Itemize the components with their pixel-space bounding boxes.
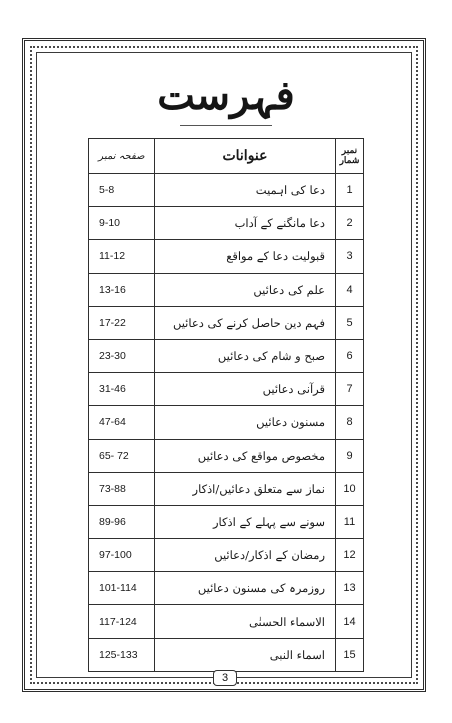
row-pages: 47-64 <box>89 406 155 439</box>
row-title: علم کی دعائیں <box>155 273 336 306</box>
row-title: نماز سے متعلق دعائیں/اذکار <box>155 472 336 505</box>
row-title: دعا کی اہمیت <box>155 174 336 207</box>
row-pages: 97-100 <box>89 539 155 572</box>
row-title: قبولیت دعا کے مواقع <box>155 240 336 273</box>
row-title: مسنون دعائیں <box>155 406 336 439</box>
page-title: فہرست <box>157 72 295 119</box>
row-number: 3 <box>336 240 364 273</box>
header-page: صفحہ نمبر <box>89 139 155 174</box>
row-title: سونے سے پہلے کے اذکار <box>155 505 336 538</box>
row-pages: 9-10 <box>89 207 155 240</box>
table-row <box>89 373 364 406</box>
row-number: 11 <box>336 505 364 538</box>
table-row <box>89 306 364 339</box>
page-number: 3 <box>213 670 237 686</box>
row-number: 15 <box>336 638 364 671</box>
table-row <box>89 174 364 207</box>
table-row <box>89 539 364 572</box>
table-row <box>89 240 364 273</box>
row-number: 10 <box>336 472 364 505</box>
row-pages: 23-30 <box>89 339 155 372</box>
row-title: فہم دین حاصل کرنے کی دعائیں <box>155 306 336 339</box>
row-number: 9 <box>336 439 364 472</box>
header-number: نمبر شمار <box>336 139 364 174</box>
table-row <box>89 207 364 240</box>
row-number: 14 <box>336 605 364 638</box>
table-row <box>89 638 364 671</box>
row-title: صبح و شام کی دعائیں <box>155 339 336 372</box>
table-row <box>89 505 364 538</box>
row-number: 12 <box>336 539 364 572</box>
table-row <box>89 439 364 472</box>
row-title: روزمرہ کی مسنون دعائیں <box>155 572 336 605</box>
row-title: دعا مانگنے کے آداب <box>155 207 336 240</box>
row-pages: 31-46 <box>89 373 155 406</box>
table-row <box>89 406 364 439</box>
row-pages: 89-96 <box>89 505 155 538</box>
table-header-row <box>89 139 364 174</box>
row-pages: 101-114 <box>89 572 155 605</box>
row-number: 13 <box>336 572 364 605</box>
table-row <box>89 273 364 306</box>
row-number: 1 <box>336 174 364 207</box>
row-title: رمضان کے اذکار/دعائیں <box>155 539 336 572</box>
row-pages: 125-133 <box>89 638 155 671</box>
table-row <box>89 339 364 372</box>
row-number: 8 <box>336 406 364 439</box>
row-number: 4 <box>336 273 364 306</box>
row-number: 2 <box>336 207 364 240</box>
row-pages: 65- 72 <box>89 439 155 472</box>
contents-table <box>88 138 364 672</box>
row-pages: 13-16 <box>89 273 155 306</box>
table-row <box>89 605 364 638</box>
row-pages: 73-88 <box>89 472 155 505</box>
row-number: 6 <box>336 339 364 372</box>
row-title: قرآنی دعائیں <box>155 373 336 406</box>
row-pages: 117-124 <box>89 605 155 638</box>
row-title: مخصوص مواقع کی دعائیں <box>155 439 336 472</box>
row-pages: 17-22 <box>89 306 155 339</box>
title-underline <box>180 125 272 126</box>
row-number: 5 <box>336 306 364 339</box>
row-number: 7 <box>336 373 364 406</box>
header-title: عنوانات <box>155 139 336 174</box>
table-row <box>89 472 364 505</box>
row-title: الاسماء الحسنٰی <box>155 605 336 638</box>
row-pages: 5-8 <box>89 174 155 207</box>
row-pages: 11-12 <box>89 240 155 273</box>
row-title: اسماء النبی <box>155 638 336 671</box>
table-row <box>89 572 364 605</box>
